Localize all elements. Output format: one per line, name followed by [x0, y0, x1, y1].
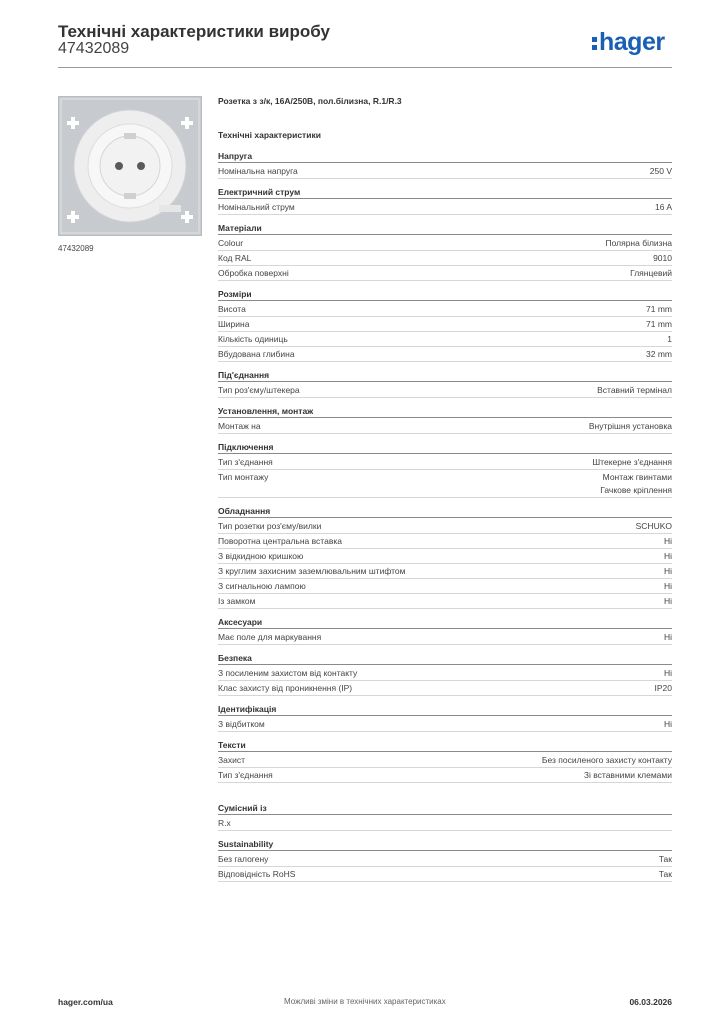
spec-value: [664, 631, 672, 644]
spec-value: [592, 456, 672, 469]
spec-label: З круглим захисним заземлювальним штифтом: [218, 566, 406, 576]
spec-value-line: Ні: [663, 581, 672, 591]
spec-label: Ширина: [218, 319, 250, 329]
spec-value-line: Ні: [663, 632, 672, 642]
image-caption: 47432089: [58, 244, 94, 253]
spec-group: [218, 652, 672, 696]
spec-value-line: Штекерне з'єднання: [592, 457, 672, 467]
spec-label: Клас захисту від проникнення (IP): [218, 683, 353, 693]
spec-value: [664, 580, 672, 593]
logo-colon-icon: [592, 35, 597, 51]
spec-heading: Технічні характеристики: [218, 130, 321, 140]
spec-label: R.x: [218, 818, 231, 828]
spec-group: [218, 186, 672, 215]
footer-date: 06.03.2026: [629, 997, 672, 1007]
spec-value: [664, 535, 672, 548]
spec-value-line: Вставний термінал: [597, 385, 672, 395]
spec-value: [600, 471, 672, 497]
spec-label: Має поле для маркування: [218, 632, 322, 642]
spec-value-line: Монтаж гвинтами: [602, 472, 672, 482]
spec-value: [597, 384, 672, 397]
spec-value-line: 32 mm: [646, 349, 672, 359]
spec-value-line: Ні: [663, 566, 672, 576]
spec-label: Тип розетки роз'єму/вилки: [218, 521, 322, 531]
spec-row: [218, 549, 672, 564]
spec-label: Відповідність RoHS: [218, 869, 296, 879]
spec-label: Із замком: [218, 596, 256, 606]
spec-row: [218, 594, 672, 609]
spec-value: [667, 333, 672, 346]
spec-label: З сигнальною лампою: [218, 581, 306, 591]
spec-value: [664, 595, 672, 608]
spec-label: Висота: [218, 304, 246, 314]
spec-value-line: Ні: [663, 596, 672, 606]
spec-group: [218, 616, 672, 645]
spec-group: [218, 288, 672, 362]
spec-label: Кількість одиниць: [218, 334, 288, 344]
spec-value: [664, 550, 672, 563]
spec-value-line: Полярна білизна: [605, 238, 672, 248]
spec-value-line: IP20: [654, 683, 672, 693]
spec-row: [218, 266, 672, 281]
spec-label: З посиленим захистом від контакту: [218, 668, 358, 678]
spec-value-line: Ні: [663, 719, 672, 729]
spec-row: [218, 717, 672, 732]
spec-group-title: Матеріали: [218, 222, 672, 235]
spec-label: Номінальний струм: [218, 202, 295, 212]
spec-group: [218, 222, 672, 281]
spec-group-title: Тексти: [218, 739, 672, 752]
spec-label: З відбитком: [218, 719, 265, 729]
spec-row: [218, 681, 672, 696]
spec-value: [636, 520, 672, 533]
spec-value-line: Зі вставними клемами: [583, 770, 672, 780]
spec-value-line: SCHUKO: [635, 521, 672, 531]
socket-illustration: [59, 97, 201, 235]
spec-row: [218, 302, 672, 317]
footer-site: hager.com/ua: [58, 997, 113, 1007]
spec-value-line: Глянцевий: [630, 268, 672, 278]
spec-row: [218, 455, 672, 470]
spec-label: Поворотна центральна вставка: [218, 536, 342, 546]
spec-group-title: Установлення, монтаж: [218, 405, 672, 418]
spec-value: [542, 754, 672, 767]
document-title: Технічні характеристики виробу: [58, 22, 330, 41]
spec-label: Номінальна напруга: [218, 166, 298, 176]
logo-text: hager: [599, 28, 665, 56]
spec-row: [218, 579, 672, 594]
spec-row: [218, 164, 672, 179]
spec-row: [218, 470, 672, 498]
spec-group: [218, 739, 672, 783]
footer-note: Можливі зміни в технічних характеристиках: [284, 997, 446, 1006]
spec-label: Вбудована глибина: [218, 349, 295, 359]
spec-value-line: Внутрішня установка: [588, 421, 672, 431]
spec-row: [218, 251, 672, 266]
spec-group-title: Безпека: [218, 652, 672, 665]
spec-label: З відкидною кришкою: [218, 551, 304, 561]
spec-label: Код RAL: [218, 253, 252, 263]
spec-group-title: Підключення: [218, 441, 672, 454]
spec-group: [218, 802, 672, 831]
spec-value: [659, 853, 672, 866]
spec-row: [218, 630, 672, 645]
product-image: [58, 96, 202, 236]
spec-group-title: Ідентифікація: [218, 703, 672, 716]
spec-table: [218, 150, 672, 889]
spec-label: Тип з'єднання: [218, 770, 273, 780]
spec-group: [218, 703, 672, 732]
spec-value: [659, 868, 672, 881]
spec-value-line: 71 mm: [646, 319, 672, 329]
spec-value-line: Без посиленого захисту контакту: [541, 755, 672, 765]
spec-row: [218, 317, 672, 332]
spec-value-line: Ні: [663, 551, 672, 561]
spec-value: [646, 318, 672, 331]
spec-value-line: 250 V: [649, 166, 672, 176]
spec-group-title: Sustainability: [218, 838, 672, 851]
header-divider: [58, 67, 672, 68]
spec-row: [218, 200, 672, 215]
spec-value: [664, 565, 672, 578]
product-name: Розетка з з/к, 16A/250B, пол.білизна, R.1/R.3: [218, 96, 402, 106]
spec-group: [218, 405, 672, 434]
spec-label: Тип з'єднання: [218, 457, 273, 467]
spec-value: [630, 267, 672, 280]
spec-label: Обробка поверхні: [218, 268, 289, 278]
spec-value: [650, 165, 672, 178]
spec-value: [646, 348, 672, 361]
spec-value: [664, 718, 672, 731]
spec-value: [653, 252, 672, 265]
spec-value-line: Гачкове кріплення: [600, 485, 672, 495]
spec-group-title: Сумісний із: [218, 802, 672, 815]
spec-label: Тип монтажу: [218, 472, 269, 482]
hager-logo: [592, 28, 665, 57]
spec-row: [218, 852, 672, 867]
spec-value-line: Так: [658, 854, 672, 864]
spec-value-line: Так: [658, 869, 672, 879]
spec-value: [605, 237, 672, 250]
spec-value-line: 16 A: [654, 202, 672, 212]
spec-group: [218, 150, 672, 179]
spec-value-line: Ні: [663, 668, 672, 678]
spec-label: Тип роз'єму/штекера: [218, 385, 300, 395]
spec-label: Без галогену: [218, 854, 269, 864]
spec-group-title: Розміри: [218, 288, 672, 301]
spec-row: [218, 564, 672, 579]
spec-value-line: 71 mm: [646, 304, 672, 314]
spec-row: [218, 534, 672, 549]
group-spacer: [218, 790, 672, 802]
spec-value-line: 9010: [653, 253, 672, 263]
spec-row: [218, 867, 672, 882]
spec-value-line: 1: [667, 334, 672, 344]
spec-value: [584, 769, 672, 782]
spec-row: [218, 236, 672, 251]
spec-group-title: Під'єднання: [218, 369, 672, 382]
spec-row: [218, 332, 672, 347]
spec-value: [655, 201, 672, 214]
spec-value: [655, 682, 673, 695]
spec-row: [218, 519, 672, 534]
spec-row: [218, 753, 672, 768]
spec-label: Захист: [218, 755, 246, 765]
spec-row: [218, 347, 672, 362]
spec-group-title: Електричний струм: [218, 186, 672, 199]
spec-group: [218, 441, 672, 498]
spec-group: [218, 369, 672, 398]
spec-value: [646, 303, 672, 316]
spec-group-title: Обладнання: [218, 505, 672, 518]
spec-row: [218, 419, 672, 434]
spec-group: [218, 838, 672, 882]
spec-row: [218, 666, 672, 681]
spec-group-title: Аксесуари: [218, 616, 672, 629]
spec-value-line: Ні: [663, 536, 672, 546]
article-number: 47432089: [58, 40, 130, 57]
spec-row: [218, 768, 672, 783]
spec-value: [589, 420, 672, 433]
spec-group-title: Напруга: [218, 150, 672, 163]
spec-label: Colour: [218, 238, 244, 248]
spec-row: [218, 816, 672, 831]
spec-value: [664, 667, 672, 680]
spec-group: [218, 505, 672, 609]
spec-row: [218, 383, 672, 398]
spec-label: Монтаж на: [218, 421, 261, 431]
